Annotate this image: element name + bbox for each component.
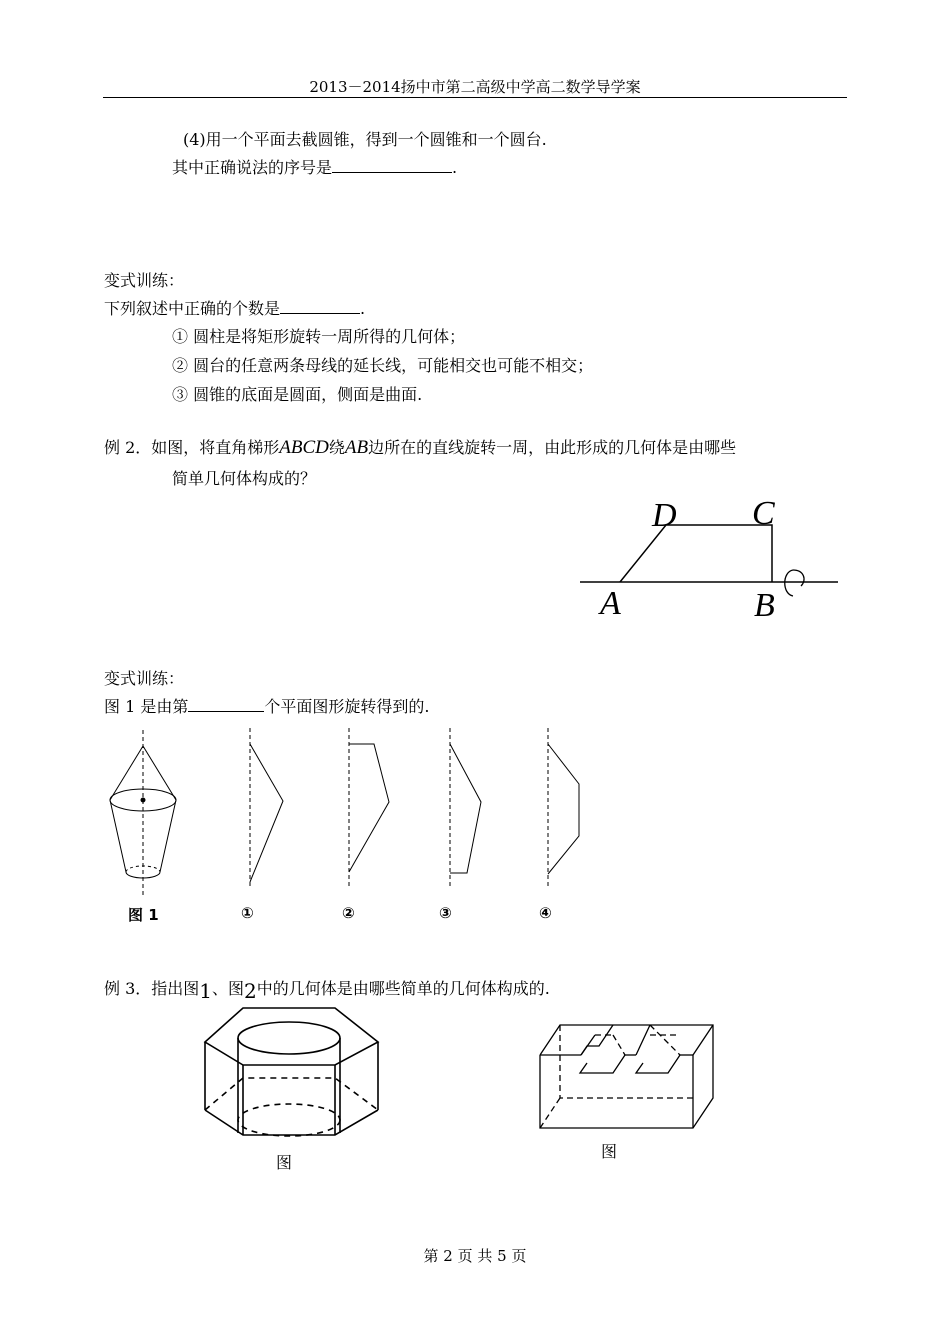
variant2-prompt-prefix: 图 1 是由第 <box>104 697 189 716</box>
rotation-figures <box>100 726 600 931</box>
example2-axis: AB <box>344 437 369 458</box>
variant1-answer-blank[interactable] <box>280 299 360 314</box>
label-b: B <box>754 587 775 624</box>
variant1-item-2: ② 圆台的任意两条母线的延长线，可能相交也可能不相交； <box>172 356 594 375</box>
figure-option-1 <box>250 728 283 886</box>
example3-suffix: 中的几何体是由哪些简单的几何体构成的. <box>256 979 550 998</box>
q1-answer-prefix: 其中正确说法的序号是 <box>172 158 333 177</box>
variant1-prompt <box>104 298 365 320</box>
example2-line1 <box>104 437 736 459</box>
label-d: D <box>652 497 677 534</box>
figure-option-4 <box>548 728 579 886</box>
variant1-item-1: ① 圆柱是将矩形旋转一周所得的几何体； <box>172 327 466 346</box>
rotation-arrow-icon <box>785 570 793 596</box>
variant1-prompt-suffix: . <box>360 299 366 318</box>
example3-prefix: 例 3．指出图 <box>104 979 200 998</box>
example2-suffix: 边所在的直线旋转一周，由此形成的几何体是由哪些 <box>368 438 737 457</box>
page-header: 2013－2014扬中市第二高级中学高二数学导学案 <box>309 78 641 96</box>
example3-fig-number-2: 2 <box>244 979 257 1003</box>
example2-shape: ABCD <box>279 437 329 458</box>
trapezoid-outline <box>620 525 772 582</box>
option-3-label: ③ <box>439 904 452 922</box>
trapezoid-figure <box>560 490 860 630</box>
variant1-item-3: ③ 圆锥的底面是圆面，侧面是曲面. <box>172 385 423 404</box>
hex-nut-figure <box>195 1005 395 1155</box>
option-4-label: ④ <box>539 904 552 922</box>
page-footer: 第 2 页 共 5 页 <box>423 1247 527 1265</box>
rotation-arrow-head-icon <box>793 570 804 586</box>
example2-prefix: 例 2．如图，将直角梯形 <box>104 438 280 457</box>
q1-answer-line <box>172 157 457 179</box>
variant2-prompt-suffix: 个平面图形旋转得到的. <box>264 697 430 716</box>
example3-fig-number-1: 1 <box>199 979 213 1003</box>
label-c: C <box>752 495 775 532</box>
example3-sep: 、图 <box>212 979 245 998</box>
q1-answer-suffix: . <box>452 158 458 177</box>
fig1-caption: 图 <box>276 1153 293 1172</box>
example3-line <box>104 976 550 1003</box>
variant1-prompt-prefix: 下列叙述中正确的个数是 <box>104 299 281 318</box>
fig2-caption: 图 <box>601 1142 618 1161</box>
figure-1-solid <box>110 730 176 898</box>
figure-option-3 <box>450 728 481 886</box>
variant2-title: 变式训练： <box>104 669 185 688</box>
header-rule <box>103 97 847 98</box>
figure-1-label: 图 1 <box>128 906 159 924</box>
variant2-prompt <box>104 696 429 718</box>
example2-line2: 简单几何体构成的？ <box>172 469 317 488</box>
slotted-block-figure <box>535 1018 720 1138</box>
variant1-title: 变式训练： <box>104 271 185 290</box>
figure-option-2 <box>349 728 389 886</box>
q1-item-4: (4)用一个平面去截圆锥，得到一个圆锥和一个圆台. <box>183 130 547 149</box>
option-2-label: ② <box>342 904 355 922</box>
example2-mid: 绕 <box>328 438 345 457</box>
variant2-answer-blank[interactable] <box>188 697 264 712</box>
option-1-label: ① <box>241 904 254 922</box>
label-a: A <box>600 585 621 622</box>
q1-answer-blank[interactable] <box>332 158 452 173</box>
